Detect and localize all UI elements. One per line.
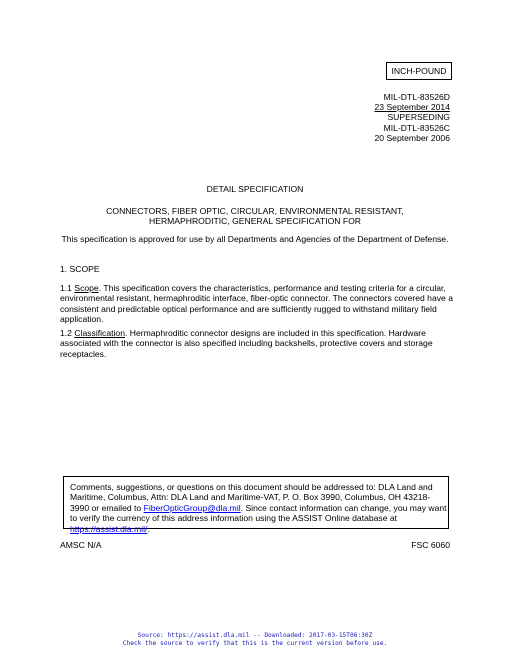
document-identifiers: [375, 92, 451, 143]
superseded-date: 20 September 2006: [374, 132, 450, 143]
comments-text: . Since contact information can change, you may want to verify the currency of this address information using the ASSIST Online database at: [70, 502, 447, 524]
paragraph-term: Classification: [74, 328, 125, 338]
assist-link[interactable]: https://assist.dla.mil/: [70, 523, 148, 534]
fsc-code: FSC 6060: [411, 540, 450, 550]
approval-statement: This specification is approved for use by all Departments and Agencies of the Department of Defense.: [61, 234, 449, 244]
paragraph-text: . This specification covers the characteristics, performance and testing criteria for a circular, environmental resistant, hermaphroditic interface, fiber-optic connector. The connectors covered have a consistent and predictable optical performance and are sufficiently rugged to withstand military field application.: [60, 283, 453, 325]
spec-title-line2: HERMAPHRODITIC, GENERAL SPECIFICATION FOR: [149, 216, 361, 227]
spec-type-heading: DETAIL SPECIFICATION: [206, 184, 304, 194]
spec-title: [40, 206, 470, 227]
email-link[interactable]: FiberOpticGroup@dla.mil: [143, 502, 241, 513]
paragraph-1-2: [60, 328, 455, 359]
paragraph-number: 1.1: [60, 283, 75, 293]
footer-line1: Source: https://assist.dla.mil -- Downloaded: 2017-03-15T06:30Z: [137, 632, 373, 639]
spec-title-line1: CONNECTORS, FIBER OPTIC, CIRCULAR, ENVIRONMENTAL RESISTANT,: [106, 206, 404, 216]
paragraph-1-1: [60, 283, 455, 325]
footer-line2: Check the source to verify that this is the current version before use.: [122, 640, 388, 647]
superseding-label: SUPERSEDING: [387, 112, 450, 123]
paragraph-term: Scope: [74, 283, 99, 293]
comments-text: .: [147, 523, 150, 534]
document-number: MIL-DTL-83526D: [383, 92, 450, 102]
superseded-number: MIL-DTL-83526C: [383, 122, 450, 133]
section-heading-scope: 1. SCOPE: [60, 264, 100, 274]
amsc-code: AMSC N/A: [60, 540, 102, 550]
paragraph-text: . Hermaphroditic connector designs are included in this specification. Hardware associated with the connector is also specified including backshells, protective covers and storage receptacles.: [60, 328, 433, 359]
document-date: 23 September 2014: [374, 102, 450, 113]
inch-pound-box: [386, 62, 452, 80]
inch-pound-label: INCH-POUND: [391, 66, 447, 76]
comments-box: [63, 476, 449, 534]
paragraph-number: 1.2: [60, 328, 75, 338]
source-footer: [20, 632, 490, 648]
comments-text: Comments, suggestions, or questions on this document should be addressed to: DLA Land and Maritime, Columbus, Attn: DLA Land and Maritime-VAT, P. O. Box 3990, Columbus, OH 43218-3990 or emailed to: [70, 482, 433, 513]
